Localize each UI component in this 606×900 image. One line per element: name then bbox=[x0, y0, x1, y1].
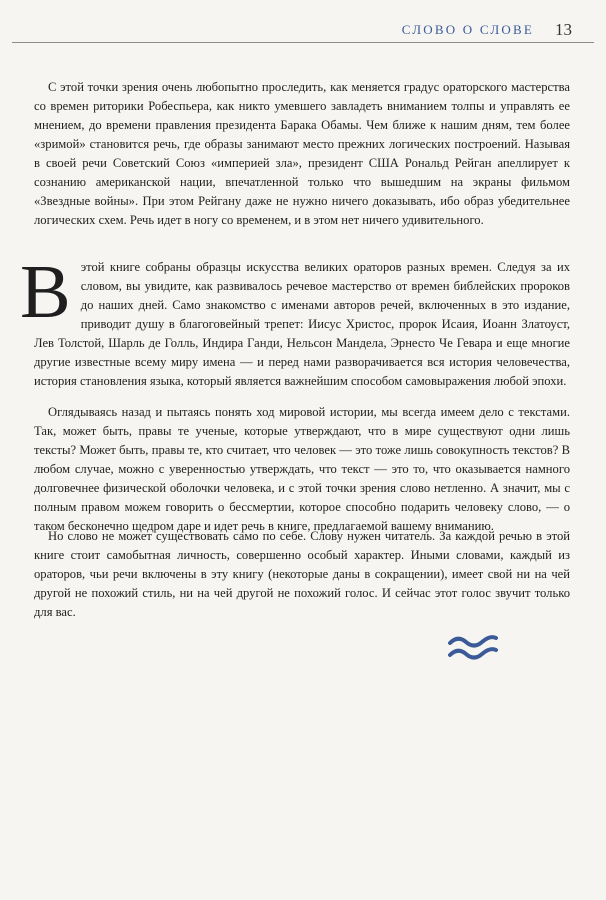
drop-cap: В bbox=[20, 250, 71, 334]
paragraph-2-text: этой книге собраны образцы искусства великих ораторов разных времен. Следуя за их словом, вы увидите, как развивалось речевое мастерство от времен библейских пророков до наших дней. Само знакомство с именами авторов речей, включенных в это издание, приводит душу в благоговейный трепет: Иисус Христос, пророк Исаия, Иоанн Златоуст, Лев Толстой, Шарль де Голль, Индира Ганди, Нельсон Мандела, Эрнесто Че Гевара и еще многие другие известные всему миру имена — и перед нами разворачивается вся история человечества, история становления языка, который является важнейшим способом самовыражения любой эпохи. bbox=[34, 260, 570, 388]
running-header bbox=[12, 10, 594, 43]
paragraph-4: Но слово не может существовать само по себе. Слову нужен читатель. За каждой речью в этой книге стоит самобытная личность, совершенно особый характер. Иными словами, каждый из ораторов, чьи речи включены в эту книгу (некоторые даны в сокращении), имеет свой ни на чей другой не похожий стиль, ни на чей другой не похожий голос. И сейчас этот голос звучит только для вас. bbox=[34, 529, 570, 619]
paragraph-2 bbox=[20, 250, 570, 391]
paragraph-1: С этой точки зрения очень любопытно проследить, как меняется градус ораторского мастерства со времен риторики Робеспьера, как никто умевшего завладеть вниманием толпы и управлять ее мнением, до времени правления президента Барака Обамы. Чем ближе к нашим дням, тем более «зримой» становится речь, где образы занимают место прежних логических построений. Называя в своей речи Советский Союз «империей зла», президент США Рональд Рейган апеллирует к сознанию американской нации, впечатленной только что вышедшим на экраны фильмом «Звездные войны». При этом Рейгану даже не нужно ничего доказывать, ибо образ убедительнее логических схем. Речь идет в ногу со временем, и в этом нет ничего удивительного. bbox=[34, 80, 570, 227]
paragraph-3: Оглядываясь назад и пытаясь понять ход мировой истории, мы всегда имеем дело с текстами. Так, может быть, правы те ученые, которые утверждают, что в мире существуют одни лишь тексты? Может быть, правы те, кто считает, что человек — это тоже лишь совокупность текстов? В любом случае, можно с уверенностью утверждать, что текст — это то, что оказывается намного долговечнее физической оболочки человека, и с этой точки зрения слово нетленно. А значит, мы с полным правом можем говорить о бессмертии, которое способно подарить человеку слово, — о таком бесконечно щедром даре и идет речь в книге, предлагаемой вашему вниманию. bbox=[34, 405, 570, 533]
page-number: 13 bbox=[555, 20, 572, 39]
double-wave-icon bbox=[447, 632, 499, 662]
running-head-title: СЛОВО О СЛОВЕ bbox=[401, 22, 534, 37]
